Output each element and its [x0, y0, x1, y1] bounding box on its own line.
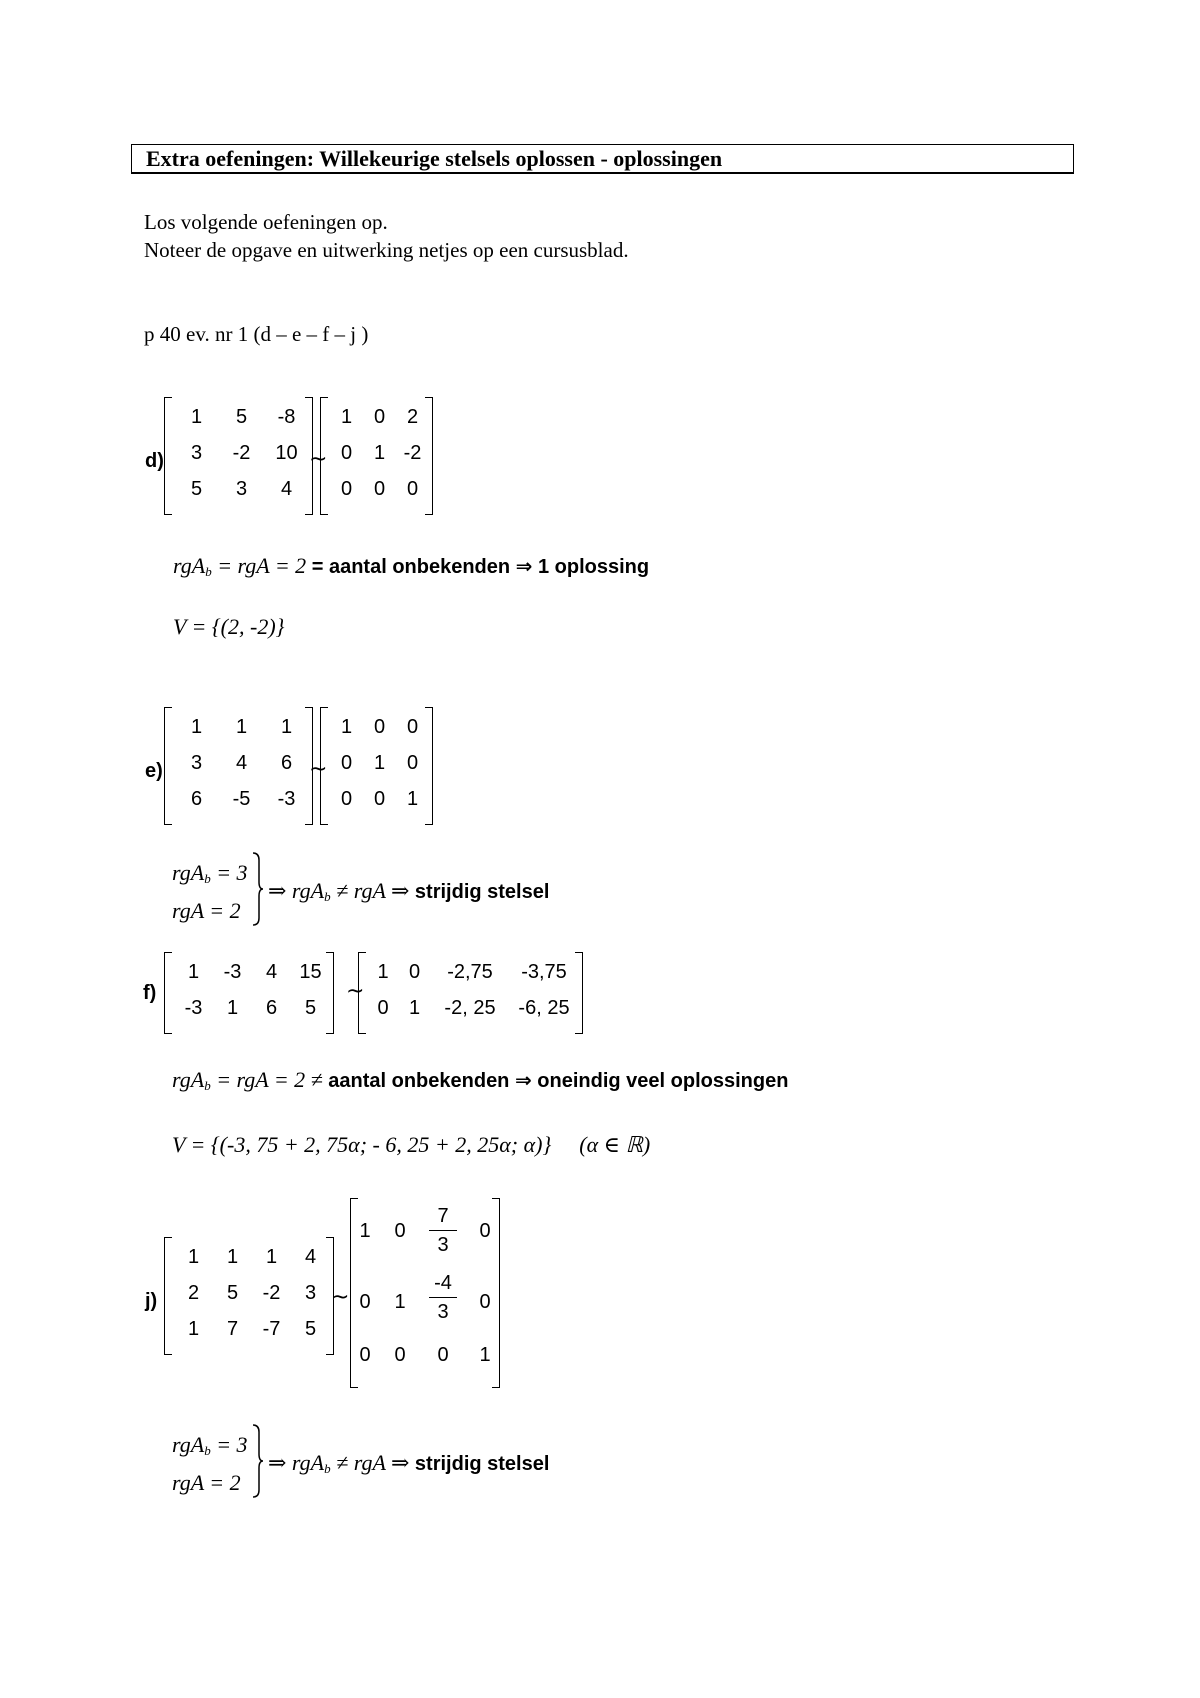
matrix-cell: 4 — [280, 478, 293, 500]
matrix-cell: 1 — [359, 1220, 371, 1242]
matrix-cell: -3 — [223, 961, 242, 983]
matrix-cell: 0 — [373, 716, 386, 738]
solution-set — [172, 1132, 650, 1158]
rank-ab: rgA$_b$ = 3 — [172, 1432, 248, 1458]
matrix-cell: -6, 25 — [518, 997, 570, 1019]
matrix-cell: 6 — [265, 997, 278, 1019]
matrix-cell: 5 — [304, 1318, 317, 1340]
matrix-cell: 2 — [406, 406, 419, 428]
matrix-cell: -3 — [277, 788, 296, 810]
left-bracket — [164, 707, 172, 825]
fraction-numerator: -4 — [434, 1272, 452, 1294]
rank-conclusion — [172, 1067, 788, 1094]
matrix-cell: 4 — [304, 1246, 317, 1268]
matrix-cell: 2 — [187, 1282, 200, 1304]
conclusion-text: aantal onbekenden ⇒ oneindig veel oplossingen — [328, 1070, 789, 1092]
matrix-cell: 10 — [275, 442, 298, 464]
matrix-cell: 3 — [235, 478, 248, 500]
implication-expression: ⇒ rgA$_b$ ≠ rgA ⇒ — [268, 878, 415, 904]
fraction-numerator: 7 — [437, 1205, 449, 1227]
matrix-cell: 1 — [373, 442, 386, 464]
matrix-cell: 0 — [340, 788, 353, 810]
matrix-cell: 5 — [226, 1282, 239, 1304]
left-bracket — [164, 1237, 172, 1355]
matrix-cell: -2, 25 — [444, 997, 496, 1019]
matrix-cell: 0 — [408, 961, 421, 983]
exercise-label: e) — [145, 760, 163, 782]
rank-conclusion — [173, 553, 649, 580]
matrix-cell: 0 — [359, 1291, 371, 1313]
matrix-cell: 4 — [235, 752, 248, 774]
implication — [268, 878, 549, 905]
matrix-cell: -5 — [232, 788, 251, 810]
matrix-cell: -8 — [277, 406, 296, 428]
intro-line-2: Noteer de opgave en uitwerking netjes op een cursusblad. — [144, 238, 629, 262]
matrix-cell: 1 — [340, 406, 353, 428]
matrix-cell: 0 — [406, 478, 419, 500]
matrix-cell: 1 — [190, 406, 203, 428]
solution-set — [173, 614, 284, 640]
fraction — [423, 1271, 463, 1324]
equivalence-tilde: ~ — [309, 757, 328, 782]
implication-expression: ⇒ rgA$_b$ ≠ rgA ⇒ — [268, 1450, 415, 1476]
parameter-domain: (α ∈ ℝ) — [579, 1132, 651, 1157]
matrix-cell: 6 — [280, 752, 293, 774]
fraction-denominator: 3 — [437, 1234, 449, 1256]
left-bracket — [358, 952, 366, 1034]
left-bracket — [320, 397, 328, 515]
equivalence-tilde: ~ — [331, 1285, 350, 1310]
matrix-cell: 3 — [190, 442, 203, 464]
matrix-cell: 0 — [394, 1220, 406, 1242]
matrix-cell: 1 — [187, 961, 200, 983]
equivalence-tilde: ~ — [346, 979, 365, 1004]
fraction-denominator: 3 — [437, 1301, 449, 1323]
matrix-cell: 4 — [265, 961, 278, 983]
matrix-cell: 0 — [340, 478, 353, 500]
rank-ab: rgA$_b$ = 3 — [172, 860, 248, 886]
matrix-cell: 1 — [265, 1246, 278, 1268]
matrix-cell: 0 — [359, 1344, 371, 1366]
exercise-label: f) — [143, 982, 157, 1004]
matrix-cell: 0 — [373, 478, 386, 500]
system-brace — [252, 852, 262, 922]
conclusion-text: = aantal onbekenden ⇒ 1 oplossing — [306, 556, 650, 578]
matrix-cell: 0 — [437, 1344, 449, 1366]
matrix-cell: 1 — [377, 961, 389, 983]
intro-line-1: Los volgende oefeningen op. — [144, 210, 388, 234]
matrix-cell: 3 — [304, 1282, 317, 1304]
fraction-bar — [429, 1230, 457, 1231]
equivalence-tilde: ~ — [309, 447, 328, 472]
matrix-cell: 0 — [479, 1291, 491, 1313]
left-bracket — [164, 952, 172, 1034]
matrix-cell: 0 — [373, 406, 386, 428]
matrix-cell: 7 — [226, 1318, 239, 1340]
system-brace — [252, 1424, 262, 1494]
matrix-cell: 1 — [340, 716, 353, 738]
matrix-cell: 0 — [394, 1344, 406, 1366]
left-bracket — [320, 707, 328, 825]
fraction-bar — [429, 1297, 457, 1298]
matrix-cell: 1 — [226, 997, 239, 1019]
conclusion-text: strijdig stelsel — [414, 881, 550, 903]
fraction — [423, 1204, 463, 1257]
exercise-reference: p 40 ev. nr 1 (d – e – f – j ) — [144, 322, 369, 346]
matrix-cell: 0 — [340, 752, 353, 774]
conclusion-text: strijdig stelsel — [414, 1453, 550, 1475]
matrix-cell: 5 — [235, 406, 248, 428]
matrix-cell: 1 — [406, 788, 419, 810]
rank-equation: rgA$_b$ = rgA = 2 ≠ — [172, 1067, 329, 1093]
implication — [268, 1450, 549, 1477]
page-title: Extra oefeningen: Willekeurige stelsels oplossen - oplossingen — [131, 144, 1074, 174]
matrix-cell: 0 — [377, 997, 389, 1019]
matrix-cell: 1 — [226, 1246, 239, 1268]
matrix-cell: 1 — [373, 752, 386, 774]
matrix-cell: 0 — [479, 1220, 491, 1242]
matrix-cell: -3,75 — [521, 961, 567, 983]
matrix-cell: 5 — [190, 478, 203, 500]
matrix-cell: 1 — [479, 1344, 491, 1366]
rank-a: rgA = 2 — [172, 1470, 241, 1495]
matrix-cell: 0 — [406, 752, 419, 774]
solution-set-expression: V = {(-3, 75 + 2, 75α; - 6, 25 + 2, 25α; α)} — [172, 1132, 552, 1157]
matrix-cell: 1 — [187, 1318, 200, 1340]
matrix-cell: -7 — [262, 1318, 281, 1340]
matrix-cell: 0 — [406, 716, 419, 738]
matrix-cell: 1 — [190, 716, 203, 738]
matrix-cell: -2 — [403, 442, 422, 464]
matrix-cell: 3 — [190, 752, 203, 774]
matrix-cell: -3 — [184, 997, 203, 1019]
rank-a: rgA = 2 — [172, 898, 241, 923]
matrix-cell: -2 — [232, 442, 251, 464]
matrix-cell: 1 — [394, 1291, 406, 1313]
matrix-cell: -2 — [262, 1282, 281, 1304]
exercise-label: d) — [145, 450, 164, 472]
solution-set-expression: V = {(2, -2)} — [173, 614, 285, 639]
left-bracket — [164, 397, 172, 515]
matrix-cell: -2,75 — [447, 961, 493, 983]
matrix-cell: 6 — [190, 788, 203, 810]
matrix-cell: 0 — [373, 788, 386, 810]
matrix-cell: 1 — [408, 997, 421, 1019]
exercise-label: j) — [145, 1290, 158, 1312]
matrix-cell: 15 — [299, 961, 322, 983]
matrix-cell: 1 — [187, 1246, 200, 1268]
matrix-cell: 1 — [235, 716, 248, 738]
rank-equation: rgA$_b$ = rgA = 2 — [173, 553, 307, 579]
matrix-cell: 0 — [340, 442, 353, 464]
matrix-cell: 5 — [304, 997, 317, 1019]
matrix-cell: 1 — [280, 716, 293, 738]
